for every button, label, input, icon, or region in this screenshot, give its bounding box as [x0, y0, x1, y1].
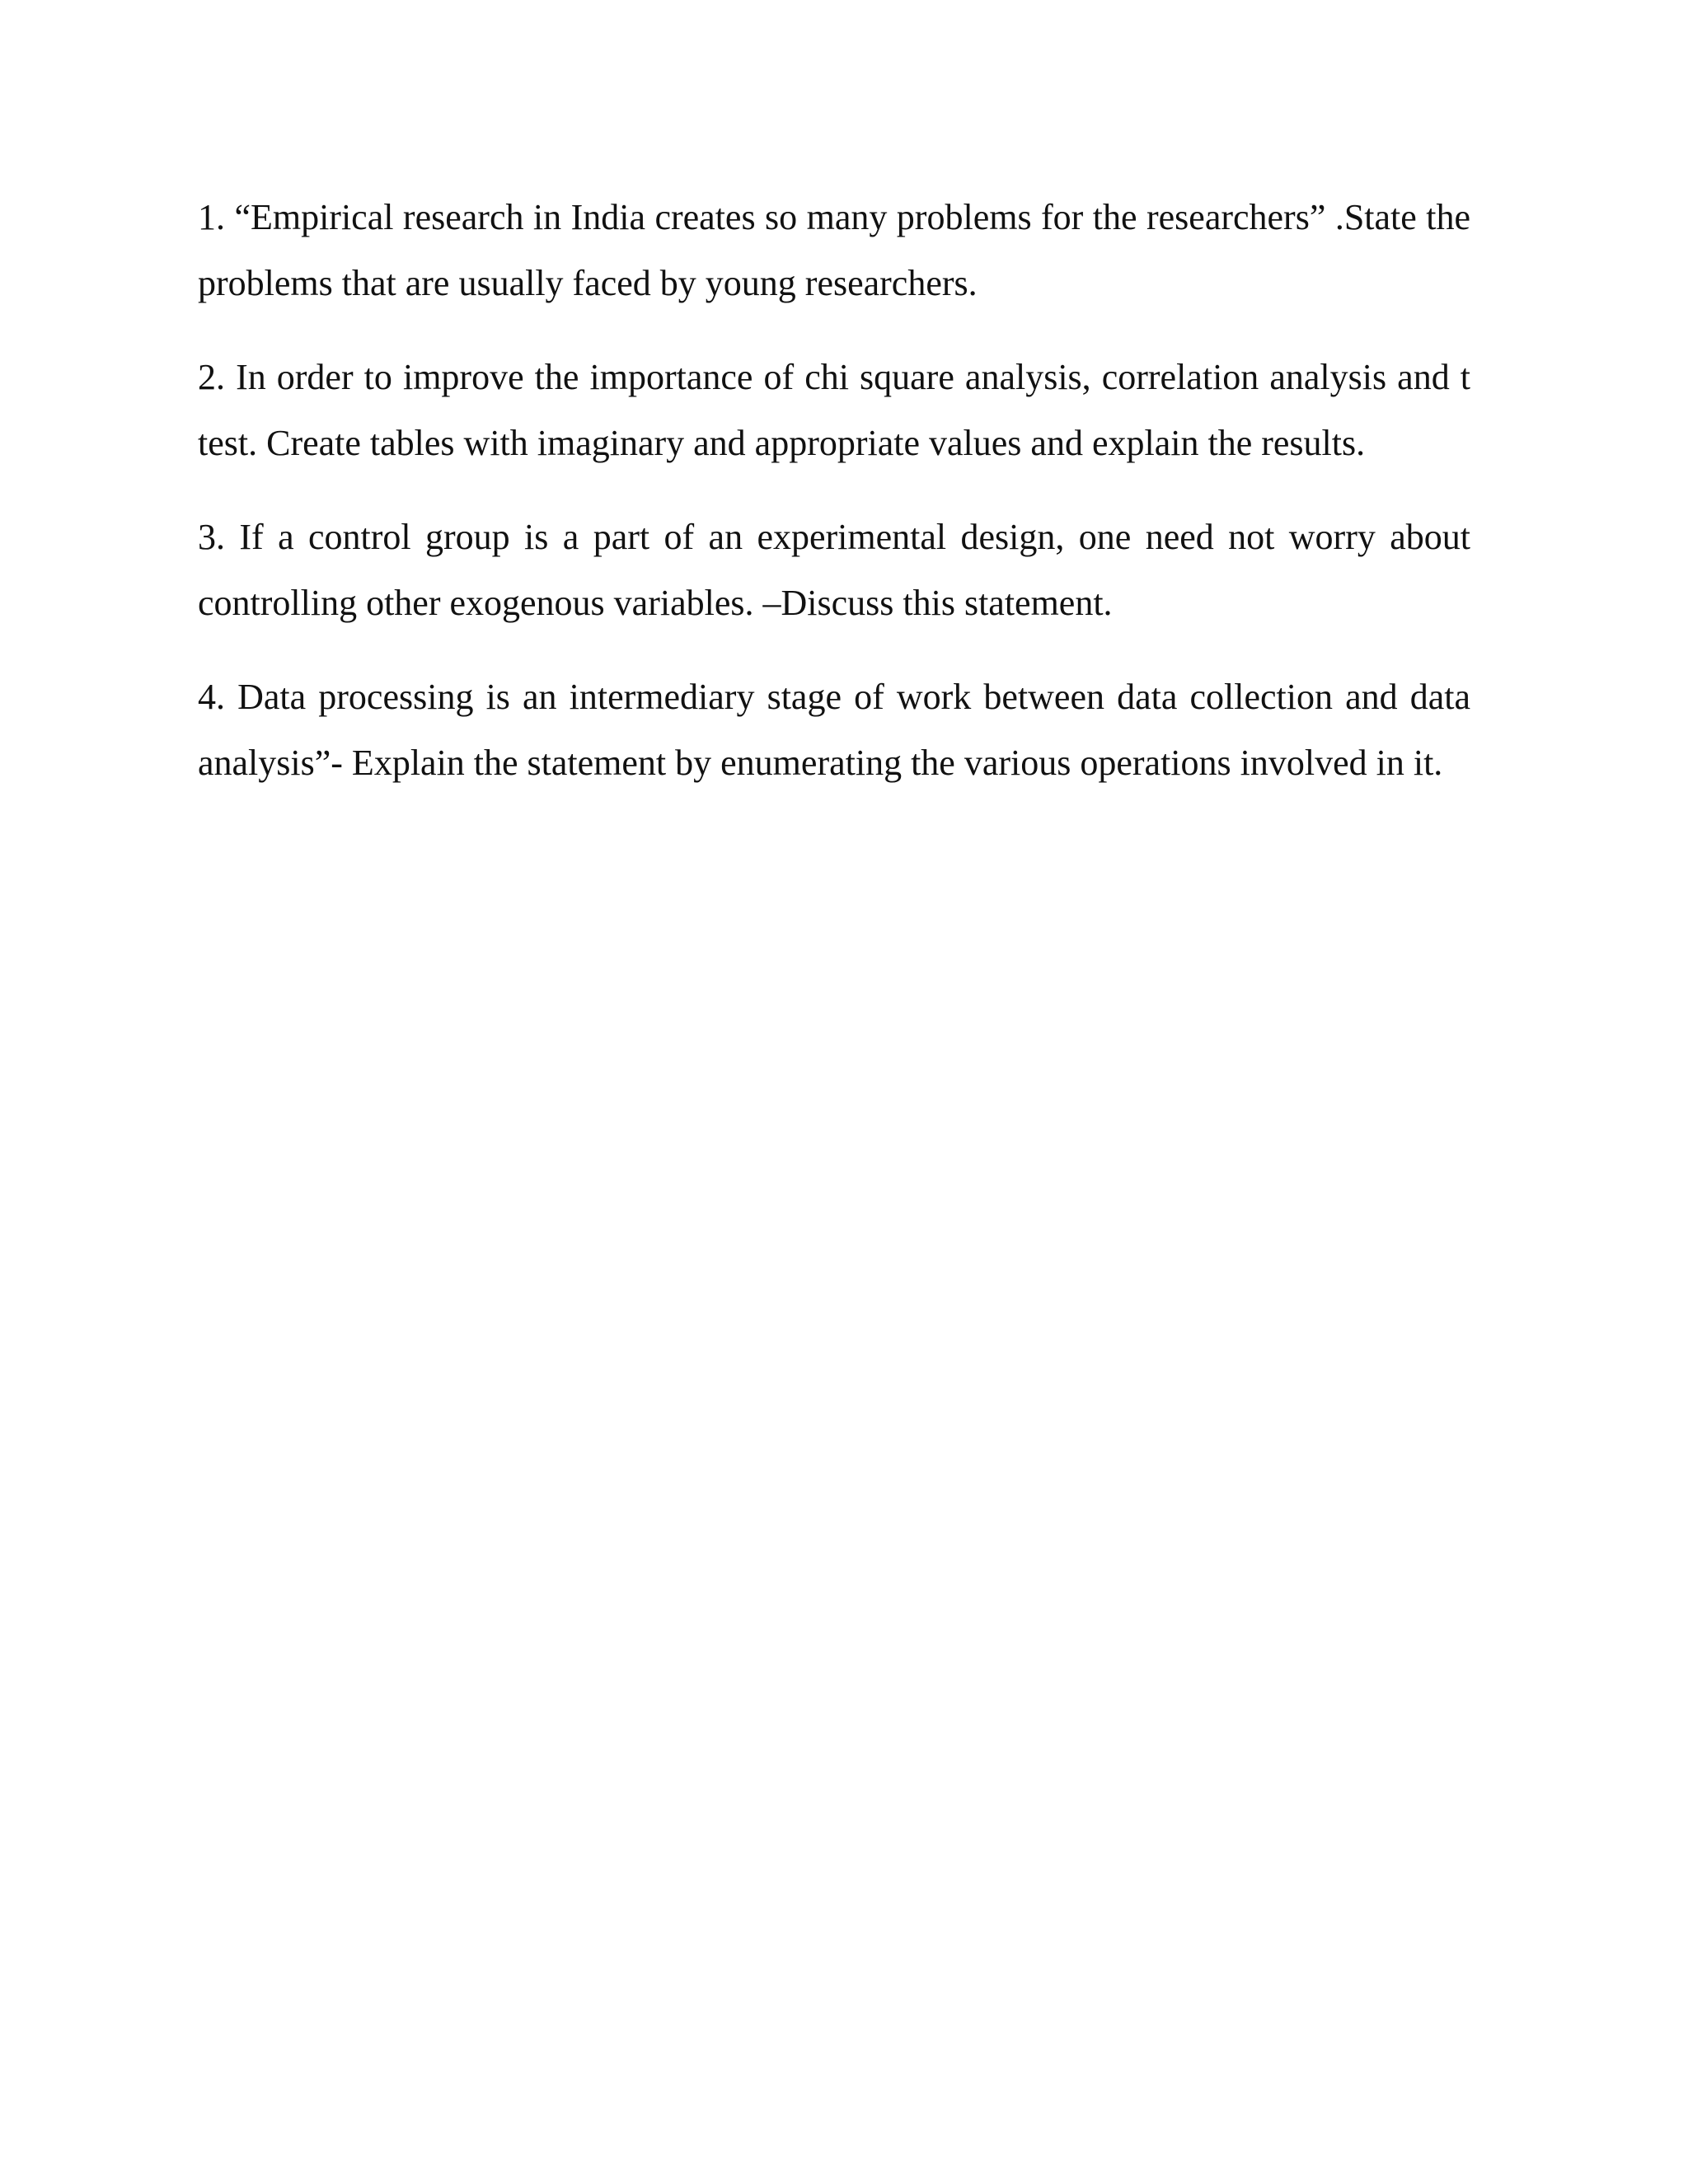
question-4: 4. Data processing is an intermediary stage of work between data collection and data analysis”- Explain the statement by enumerating the various operations involved in it. — [198, 677, 1470, 783]
question-1: 1. “Empirical research in India creates so many problems for the researchers” .State the problems that are usually faced by young researchers. — [198, 197, 1470, 303]
question-2: 2. In order to improve the importance of chi square analysis, correlation analysis and t test. Create tables with imaginary and appropriate values and explain the results. — [198, 357, 1470, 463]
question-3: 3. If a control group is a part of an experimental design, one need not worry about controlling other exogenous variables. –Discuss this statement. — [198, 517, 1470, 623]
question-list — [198, 185, 1470, 824]
